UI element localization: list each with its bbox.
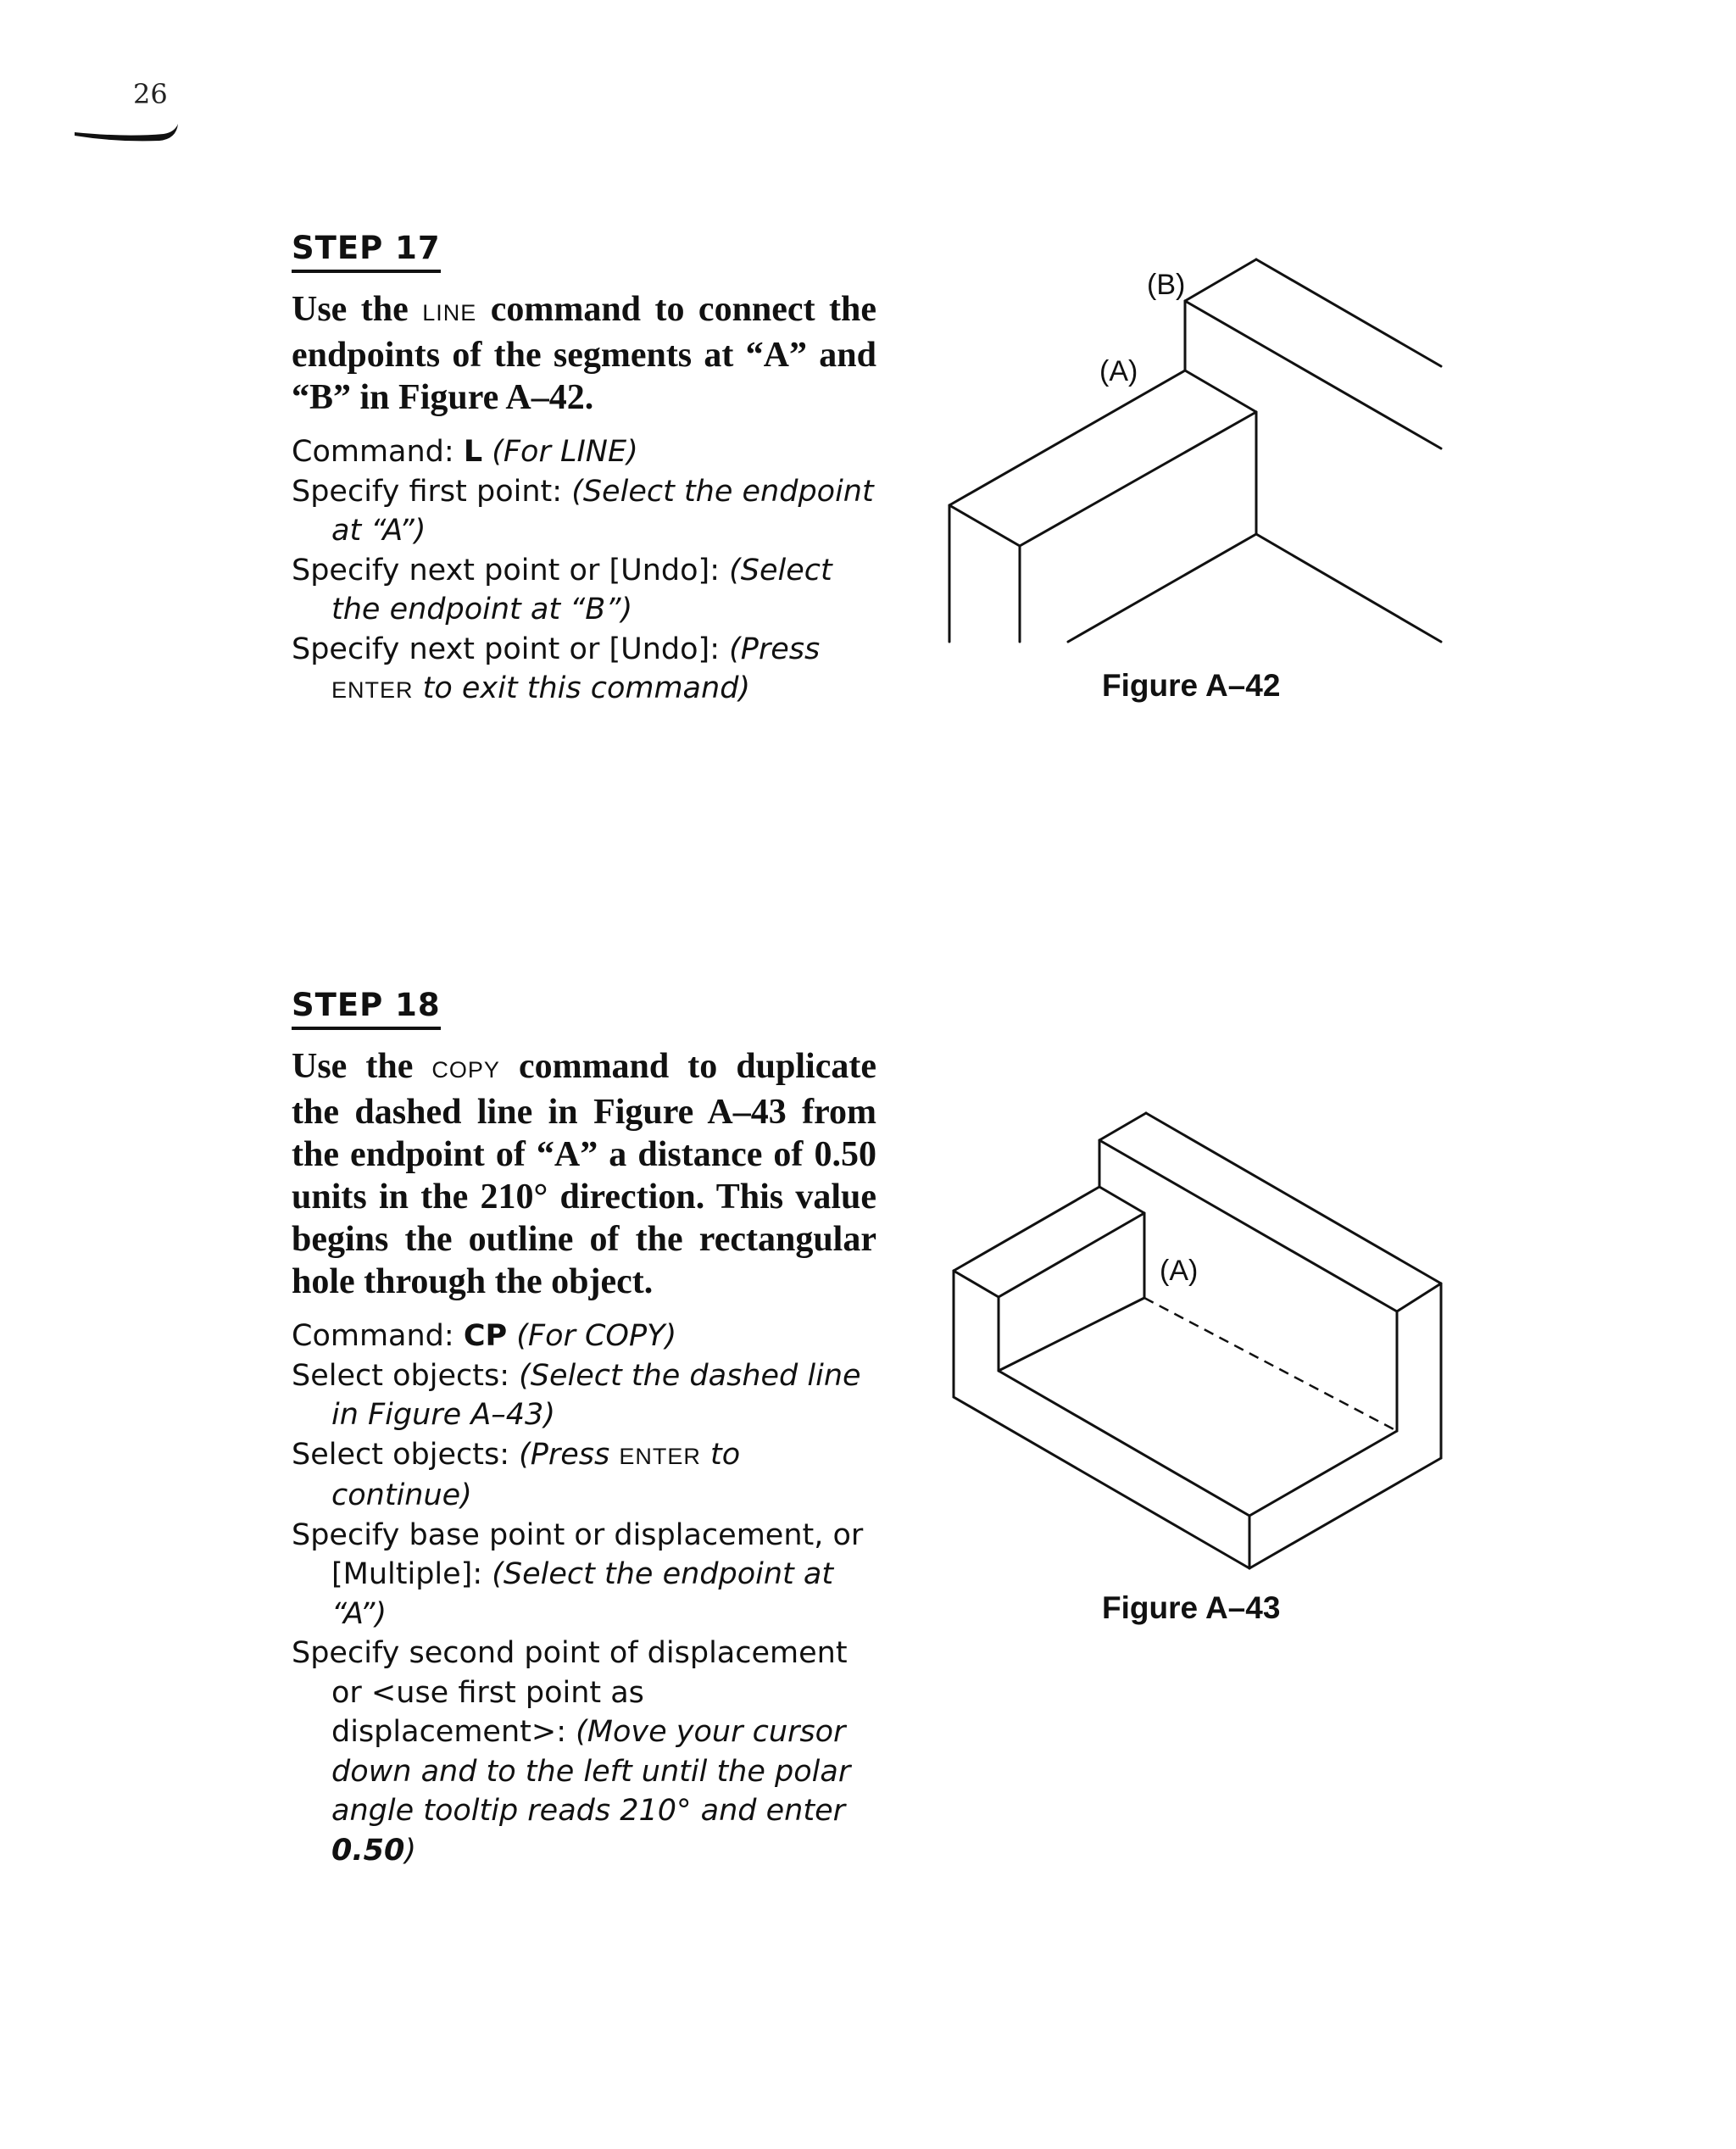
step-17-heading: STEP 17 [292,229,441,273]
intro-text: Use the [292,290,423,329]
intro-text: Use the [292,1047,432,1086]
command-prompt: Command: [292,1319,464,1353]
command-note: (Move your cursor down and to the left until the polar angle tooltip reads 210° and enter [331,1715,851,1828]
command-prompt: Select objects: [292,1358,520,1393]
command-line [292,1317,876,1356]
command-line [292,1634,876,1870]
command-prompt: Specify second point of displacement or <use first point as displacement>: [292,1636,848,1749]
command-line [292,1356,876,1435]
command-note: (For LINE) [482,435,638,469]
command-note: to exit this command) [413,671,751,705]
step-17-section [292,229,876,710]
figure-a-43-caption: Figure A–43 [1102,1590,1281,1625]
figure-a-42-caption: Figure A–42 [1102,668,1281,703]
step-17-intro [292,288,876,419]
command-prompt: Specify first point: [292,474,572,509]
command-note: (For COPY) [507,1319,677,1353]
step-18-intro [292,1045,876,1303]
page-swoosh-decoration [75,119,185,144]
command-line [292,1516,876,1634]
intro-text: command to connect the endpoints of the segments at “A” and “B” in Figure A–42. [292,290,876,417]
key-name: ENTER [331,677,414,703]
command-name: COPY [431,1057,500,1083]
command-input: CP [463,1319,508,1353]
figure-a-42-label-b: (B) [1147,269,1186,301]
command-note: ) [404,1833,417,1868]
figure-a-43-label-a: (A) [1160,1255,1199,1287]
command-prompt: Specify next point or [Undo]: [292,632,730,666]
command-note: (Select the endpoint at “B”) [331,553,832,626]
command-line [292,551,876,630]
intro-text: command to duplicate the dashed line in Figure A–43 from the endpoint of “A” a distance of 0.50 units in the 210° direction. This value begins the outline of the rectangular hole through the object. [292,1047,876,1301]
command-value: 0.50 [331,1833,405,1868]
dashed-line [1144,1298,1397,1431]
command-note: (Select the endpoint at “A”) [331,474,874,548]
step-17-command-sequence [292,432,876,710]
step-18-section [292,986,876,1870]
command-name: LINE [422,300,477,326]
command-note: (Press [519,1437,620,1472]
step-18-command-sequence [292,1317,876,1870]
command-line [292,1435,876,1516]
key-name: ENTER [619,1443,701,1469]
command-prompt: Command: [292,435,464,469]
command-note: (Select the endpoint at “A”) [331,1557,834,1631]
page-number: 26 [133,78,168,110]
figure-a-43-drawing [941,1102,1449,1594]
command-note: (Press [729,632,821,666]
command-prompt: Specify next point or [Undo]: [292,553,730,587]
figure-a-42-label-a: (A) [1099,355,1138,387]
command-note: to continue) [331,1437,741,1512]
figure-a-42-drawing [941,250,1449,653]
command-prompt: Select objects: [292,1437,520,1472]
command-line [292,432,876,472]
command-note: (Select the dashed line in Figure A–43) [331,1358,861,1432]
command-prompt: Specify base point or displacement, or [Multiple]: [292,1517,864,1591]
command-input: L [463,435,483,469]
command-line [292,630,876,710]
step-18-heading: STEP 18 [292,986,441,1030]
command-line [292,472,876,551]
